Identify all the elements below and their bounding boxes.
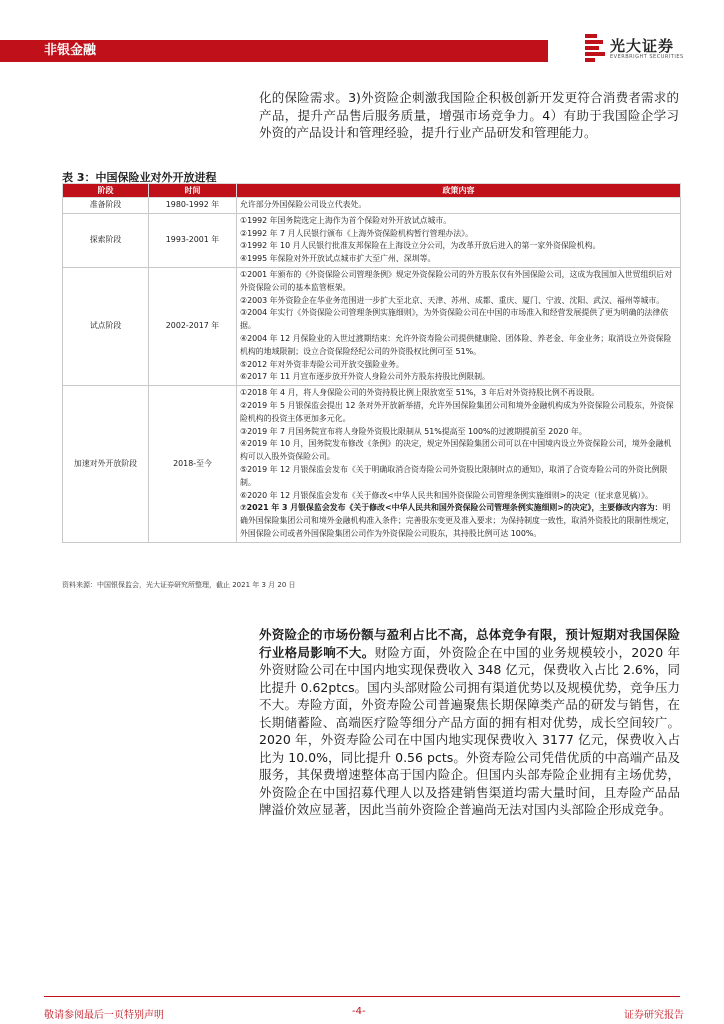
policy-item: ③2019 年 7 月国务院宣布将人身险外资股比限制从 51%提高至 100%的过渡期提前至 2020 年。: [240, 426, 587, 436]
table-header-row: [63, 184, 681, 198]
company-logo: [585, 34, 705, 64]
period-cell: 1993-2001 年: [149, 213, 237, 267]
policy-item: ④1995 年保险对外开放试点城市扩大至广州、深圳等。: [240, 254, 436, 264]
policy-item-bold: ⑦2021 年 3 月银保监会发布《关于修改<中华人民共和国外资保险公司管理条例实施细则>的决定》，主要修改内容为：: [240, 503, 663, 513]
policy-item: ⑥2020 年 12 月银保监会发布《关于修改<中华人民共和国外资保险公司管理条例实施细则>的决定（征求意见稿）》。: [240, 490, 654, 500]
body-paragraph: [259, 626, 680, 819]
policy-table: [62, 183, 681, 543]
intro-paragraph: 化的保险需求。3)外资险企刺激我国险企积极创新开发更符合消费者需求的产品，提升产品售后服务质量，增强市场竞争力。4）有助于我国险企学习外资的产品设计和管理经验，提升行业产品研发和管理能力。: [259, 90, 679, 140]
policy-cell: [237, 198, 681, 214]
policy-item: ④2019 年 10 月，国务院发布修改《条例》的决定，规定外国保险集团公司可以在中国境内设立外资保险公司，境外金融机构可以入股外资保险公司。: [240, 439, 672, 462]
stage-cell: 探索阶段: [63, 213, 149, 267]
policy-cell: [237, 267, 681, 385]
page-number: -4-: [352, 1006, 366, 1017]
policy-item: [240, 502, 677, 540]
footer-disclaimer-link: 敬请参阅最后一页特别声明: [44, 1010, 164, 1021]
period-cell: 2018-至今: [149, 386, 237, 543]
table-title: 表 3：中国保险业对外开放进程: [62, 171, 217, 184]
header-policy: 政策内容: [237, 184, 681, 198]
stage-cell: 加速对外开放阶段: [63, 386, 149, 543]
body-text: 财险方面，外资险企在中国的业务规模较小，2020 年外资财险公司在中国内地实现保费收入 348 亿元，保费收入占比 2.6%，同比提升 0.62ptcs。国内头部财险公司拥有渠道优势以及规模优势，竞争压力不大。寿险方面，外资寿险公司普遍聚焦长期保障类产品的研发与销售，在长期储蓄险、高端医疗险等细分产品方面的拥有相对优势，成长空间较广。2020 年，外资寿险公司在中国内地实现保费收入 3177 亿元，保费收入占比为 10.0%，同比提升 0.56 pcts。外资寿险公司凭借优质的中高端产品及服务，其保费增速整体高于国内险企。但国内头部寿险企业拥有主场优势，外资险企在中国招募代理人以及搭建销售渠道均需大量时间，且寿险产品品牌溢价效应显著，因此当前外资险企普遍尚无法对国内头部险企形成竞争。: [259, 644, 680, 817]
policy-cell: [237, 386, 681, 543]
policy-item: ③2004 年实行《外资保险公司管理条例实施细则》，为外资保险公司在中国的市场准入和经营发展提供了更为明确的法律依据。: [240, 308, 669, 331]
policy-item: ①1992 年国务院选定上海作为首个保险对外开放试点城市。: [240, 215, 452, 225]
table-source-note: 资料来源：中国银保监会，光大证券研究所整理，截止 2021 年 3 月 20 日: [62, 581, 296, 589]
table-row: [63, 267, 681, 385]
policy-item: 允许部分外国保险公司设立代表处。: [240, 200, 367, 209]
stage-cell: 试点阶段: [63, 267, 149, 385]
policy-item: ②2019 年 5 月银保监会提出 12 条对外开放新举措，允许外国保险集团公司和境外金融机构成为外资保险公司股东，外资保险机构的投资主体更加多元化。: [240, 400, 674, 423]
policy-item: ⑤2012 年对外资非寿险公司开放交强险业务。: [240, 359, 404, 369]
period-cell: 2002-2017 年: [149, 267, 237, 385]
footer-divider: [44, 996, 680, 997]
logo-cn-text: 光大证券: [610, 37, 675, 55]
stage-cell: 准备阶段: [63, 198, 149, 214]
header-period: 时间: [149, 184, 237, 198]
policy-item: ③1992 年 10 月人民银行批准友邦保险在上海设立分公司，为改革开放后进入的第一家外资保险机构。: [240, 241, 601, 251]
table-row: [63, 198, 681, 214]
page-header: [0, 0, 724, 62]
body-lead-sentence: 外资险企的市场份额与盈利占比不高，总体竞争有限，预计短期对我国保险行业格局影响不大。: [259, 627, 680, 660]
policy-cell: [237, 213, 681, 267]
logo-mark-icon: [585, 34, 605, 62]
policy-item: ②2003 年外资险企在华业务范围进一步扩大至北京、天津、苏州、成都、重庆、厦门、宁波、沈阳、武汉、福州等城市。: [240, 295, 665, 305]
period-cell: 1980-1992 年: [149, 198, 237, 214]
policy-item-rest: 明确外国保险集团公司和境外金融机构准入条件；完善股东变更及准入要求；为保持制度一致性，取消外资股比的限制性规定，外国保险公司或者外国保险集团公司作为外资保险公司股东，其持股比例可达 100%。: [240, 503, 674, 538]
footer-report-type: 证券研究报告: [624, 1010, 684, 1021]
page-footer: [0, 996, 724, 1024]
table-row: [63, 386, 681, 543]
policy-item: ②1992 年 7 月人民银行颁布《上海外资保险机构暂行管理办法》。: [240, 228, 474, 238]
logo-en-text: EVERBRIGHT SECURITIES: [610, 54, 684, 60]
header-stage: 阶段: [63, 184, 149, 198]
policy-item: ①2018 年 4 月，将人身保险公司的外资持股比例上限放宽至 51%，3 年后对外资持股比例不再设限。: [240, 388, 600, 398]
policy-item: ⑤2019 年 12 月银保监会发布《关于明确取消合资寿险公司外资股比限制时点的通知》，取消了合资寿险公司的外资比例限制。: [240, 464, 668, 487]
table-row: [63, 213, 681, 267]
section-title: 非银金融: [44, 43, 97, 58]
policy-item: ⑥2017 年 11 月宣布逐步放开外资人身险公司外方股东持股比例限制。: [240, 372, 490, 382]
policy-item: ④2004 年 12 月保险业的入世过渡期结束：允许外资寿险公司提供健康险、团体险、养老金、年金业务；取消设立外资保险机构的地域限制；设立合资保险经纪公司的外资股权比例可至 51%。: [240, 333, 672, 356]
policy-item: ①2001 年颁布的《外资保险公司管理条例》规定外资保险公司的外方股东仅有外国保险公司，这成为我国加入世贸组织后对外资保险公司的基本监管框架。: [240, 269, 673, 292]
